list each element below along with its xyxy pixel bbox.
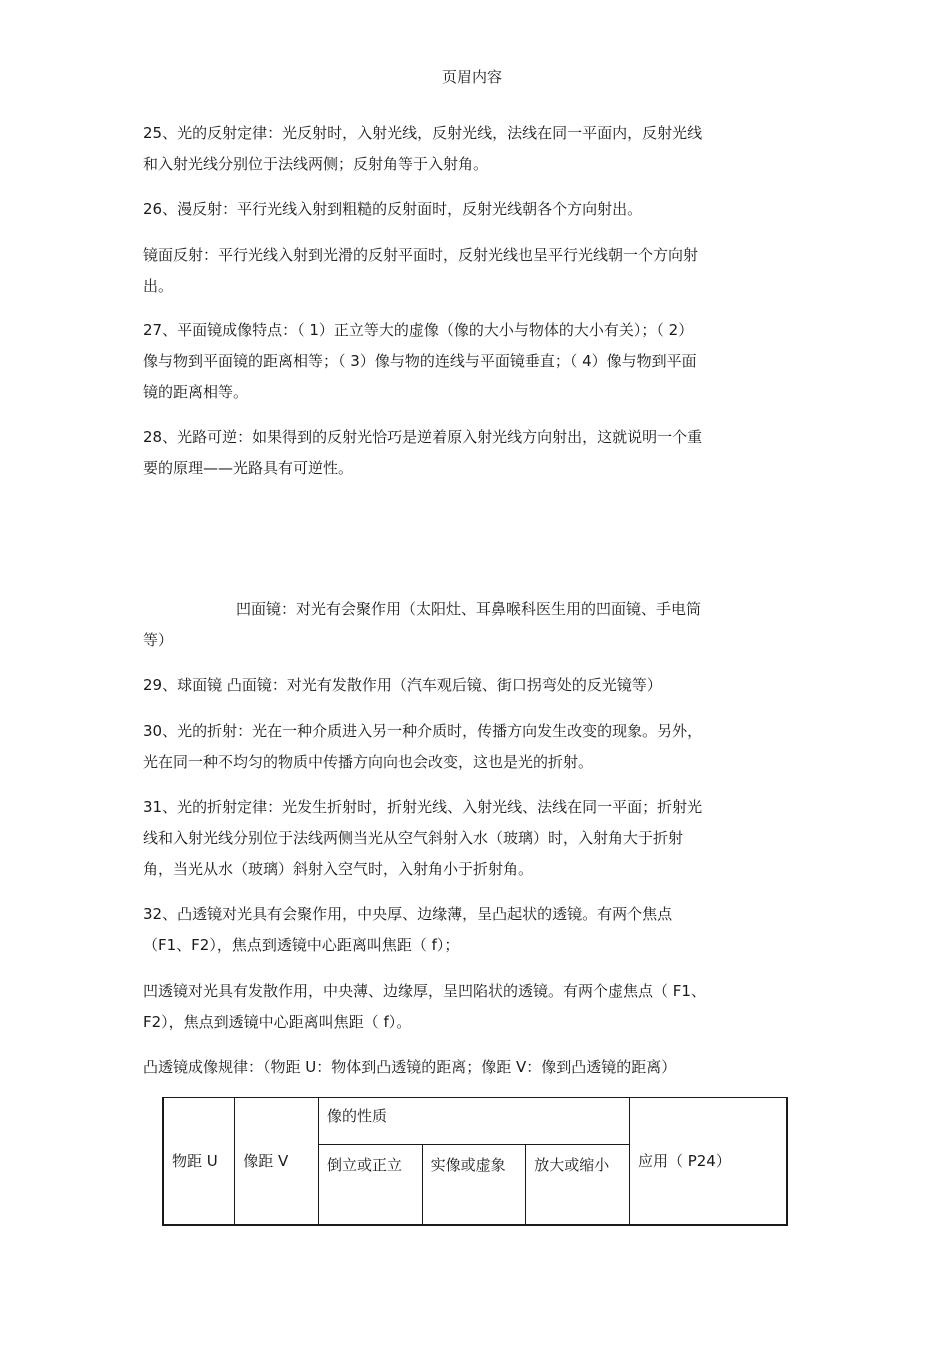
paragraph-line: 27、平面镜成像特点：（ 1）正立等大的虚像（像的大小与物体的大小有关）；（ 2） — [143, 321, 694, 339]
paragraph-line: 25、光的反射定律：光反射时，入射光线，反射光线，法线在同一平面内，反射光线 — [143, 124, 703, 142]
paragraph-line: 26、漫反射：平行光线入射到粗糙的反射面时，反射光线朝各个方向射出。 — [143, 200, 643, 218]
paragraph-line: 凸透镜成像规律：（物距 U：物体到凸透镜的距离；像距 V：像到凸透镜的距离） — [143, 1058, 677, 1076]
paragraph-27 — [143, 315, 793, 408]
paragraph-32 — [143, 899, 793, 961]
paragraph-line: 31、光的折射定律：光发生折射时，折射光线、入射光线、法线在同一平面；折射光 — [143, 798, 703, 816]
table-header-label: 应用（ P24） — [637, 1152, 731, 1171]
paragraph-31 — [143, 792, 793, 885]
table-header-image-nature — [318, 1098, 629, 1145]
paragraph-28 — [143, 422, 793, 484]
paragraph-29 — [143, 670, 793, 701]
paragraph-line: 和入射光线分别位于法线两侧；反射角等于入射角。 — [143, 155, 489, 173]
paragraph-imaging-rule — [143, 1052, 793, 1083]
paragraph-line: 28、光路可逆：如果得到的反射光恰巧是逆着原入射光线方向射出，这就说明一个重 — [143, 428, 703, 446]
paragraph-line: （F1、F2），焦点到透镜中心距离叫焦距（ f）； — [143, 936, 460, 954]
paragraph-line: 光在同一种不均匀的物质中传播方向向也会改变，这也是光的折射。 — [143, 753, 594, 771]
table-subheader-real-virtual — [422, 1145, 526, 1225]
paragraph-line: 29、球面镜 凸面镜：对光有发散作用（汽车观后镜、街口拐弯处的反光镜等） — [143, 676, 662, 694]
paragraph-line: 角，当光从水（玻璃）斜射入空气时，入射角小于折射角。 — [143, 860, 534, 878]
imaging-rules-table — [162, 1097, 788, 1226]
table-header-application — [629, 1098, 787, 1225]
paragraph-line: 镜的距离相等。 — [143, 383, 249, 401]
paragraph-mirror-reflection — [143, 240, 793, 302]
paragraph-26 — [143, 194, 793, 225]
paragraph-line: 要的原理——光路具有可逆性。 — [143, 459, 354, 477]
table-header-image-distance — [235, 1098, 319, 1225]
paragraph-30 — [143, 716, 793, 778]
paragraph-line: F2），焦点到透镜中心距离叫焦距（ f）。 — [143, 1013, 412, 1031]
paragraph-line: 镜面反射：平行光线入射到光滑的反射平面时，反射光线也呈平行光线朝一个方向射 — [143, 246, 699, 264]
table-subheader-orientation — [318, 1145, 422, 1225]
paragraph-concave-mirror — [143, 594, 793, 656]
paragraph-line: 凹透镜对光具有发散作用，中央薄、边缘厚，呈凹陷状的透镜。有两个虚焦点（ F1、 — [143, 982, 706, 1000]
page-header: 页眉内容 — [441, 68, 502, 86]
table-header-label: 像的性质 — [326, 1107, 387, 1125]
paragraph-line: 出。 — [143, 277, 174, 295]
table-header-object-distance — [163, 1098, 235, 1225]
table-subheader-label: 倒立或正立 — [326, 1156, 402, 1174]
paragraph-line: 32、凸透镜对光具有会聚作用，中央厚、边缘薄，呈凸起状的透镜。有两个焦点 — [143, 905, 673, 923]
paragraph-line: 凹面镜：对光有会聚作用（太阳灶、耳鼻喉科医生用的凹面镜、手电筒 — [236, 600, 702, 618]
table-subheader-magnification — [526, 1145, 630, 1225]
paragraph-concave-lens — [143, 976, 793, 1038]
table-header-label: 物距 U — [172, 1152, 218, 1171]
table-subheader-label: 放大或缩小 — [534, 1156, 610, 1174]
paragraph-line: 线和入射光线分别位于法线两侧当光从空气斜射入水（玻璃）时，入射角大于折射 — [143, 829, 684, 847]
paragraph-line: 30、光的折射：光在一种介质进入另一种介质时，传播方向发生改变的现象。另外， — [143, 722, 703, 740]
paragraph-25 — [143, 118, 793, 180]
paragraph-line: 像与物到平面镜的距离相等；（ 3）像与物的连线与平面镜垂直；（ 4）像与物到平面 — [143, 352, 697, 370]
table-subheader-label: 实像或虚象 — [430, 1156, 506, 1174]
paragraph-line: 等） — [143, 631, 174, 649]
table-header-label: 像距 V — [243, 1152, 289, 1171]
